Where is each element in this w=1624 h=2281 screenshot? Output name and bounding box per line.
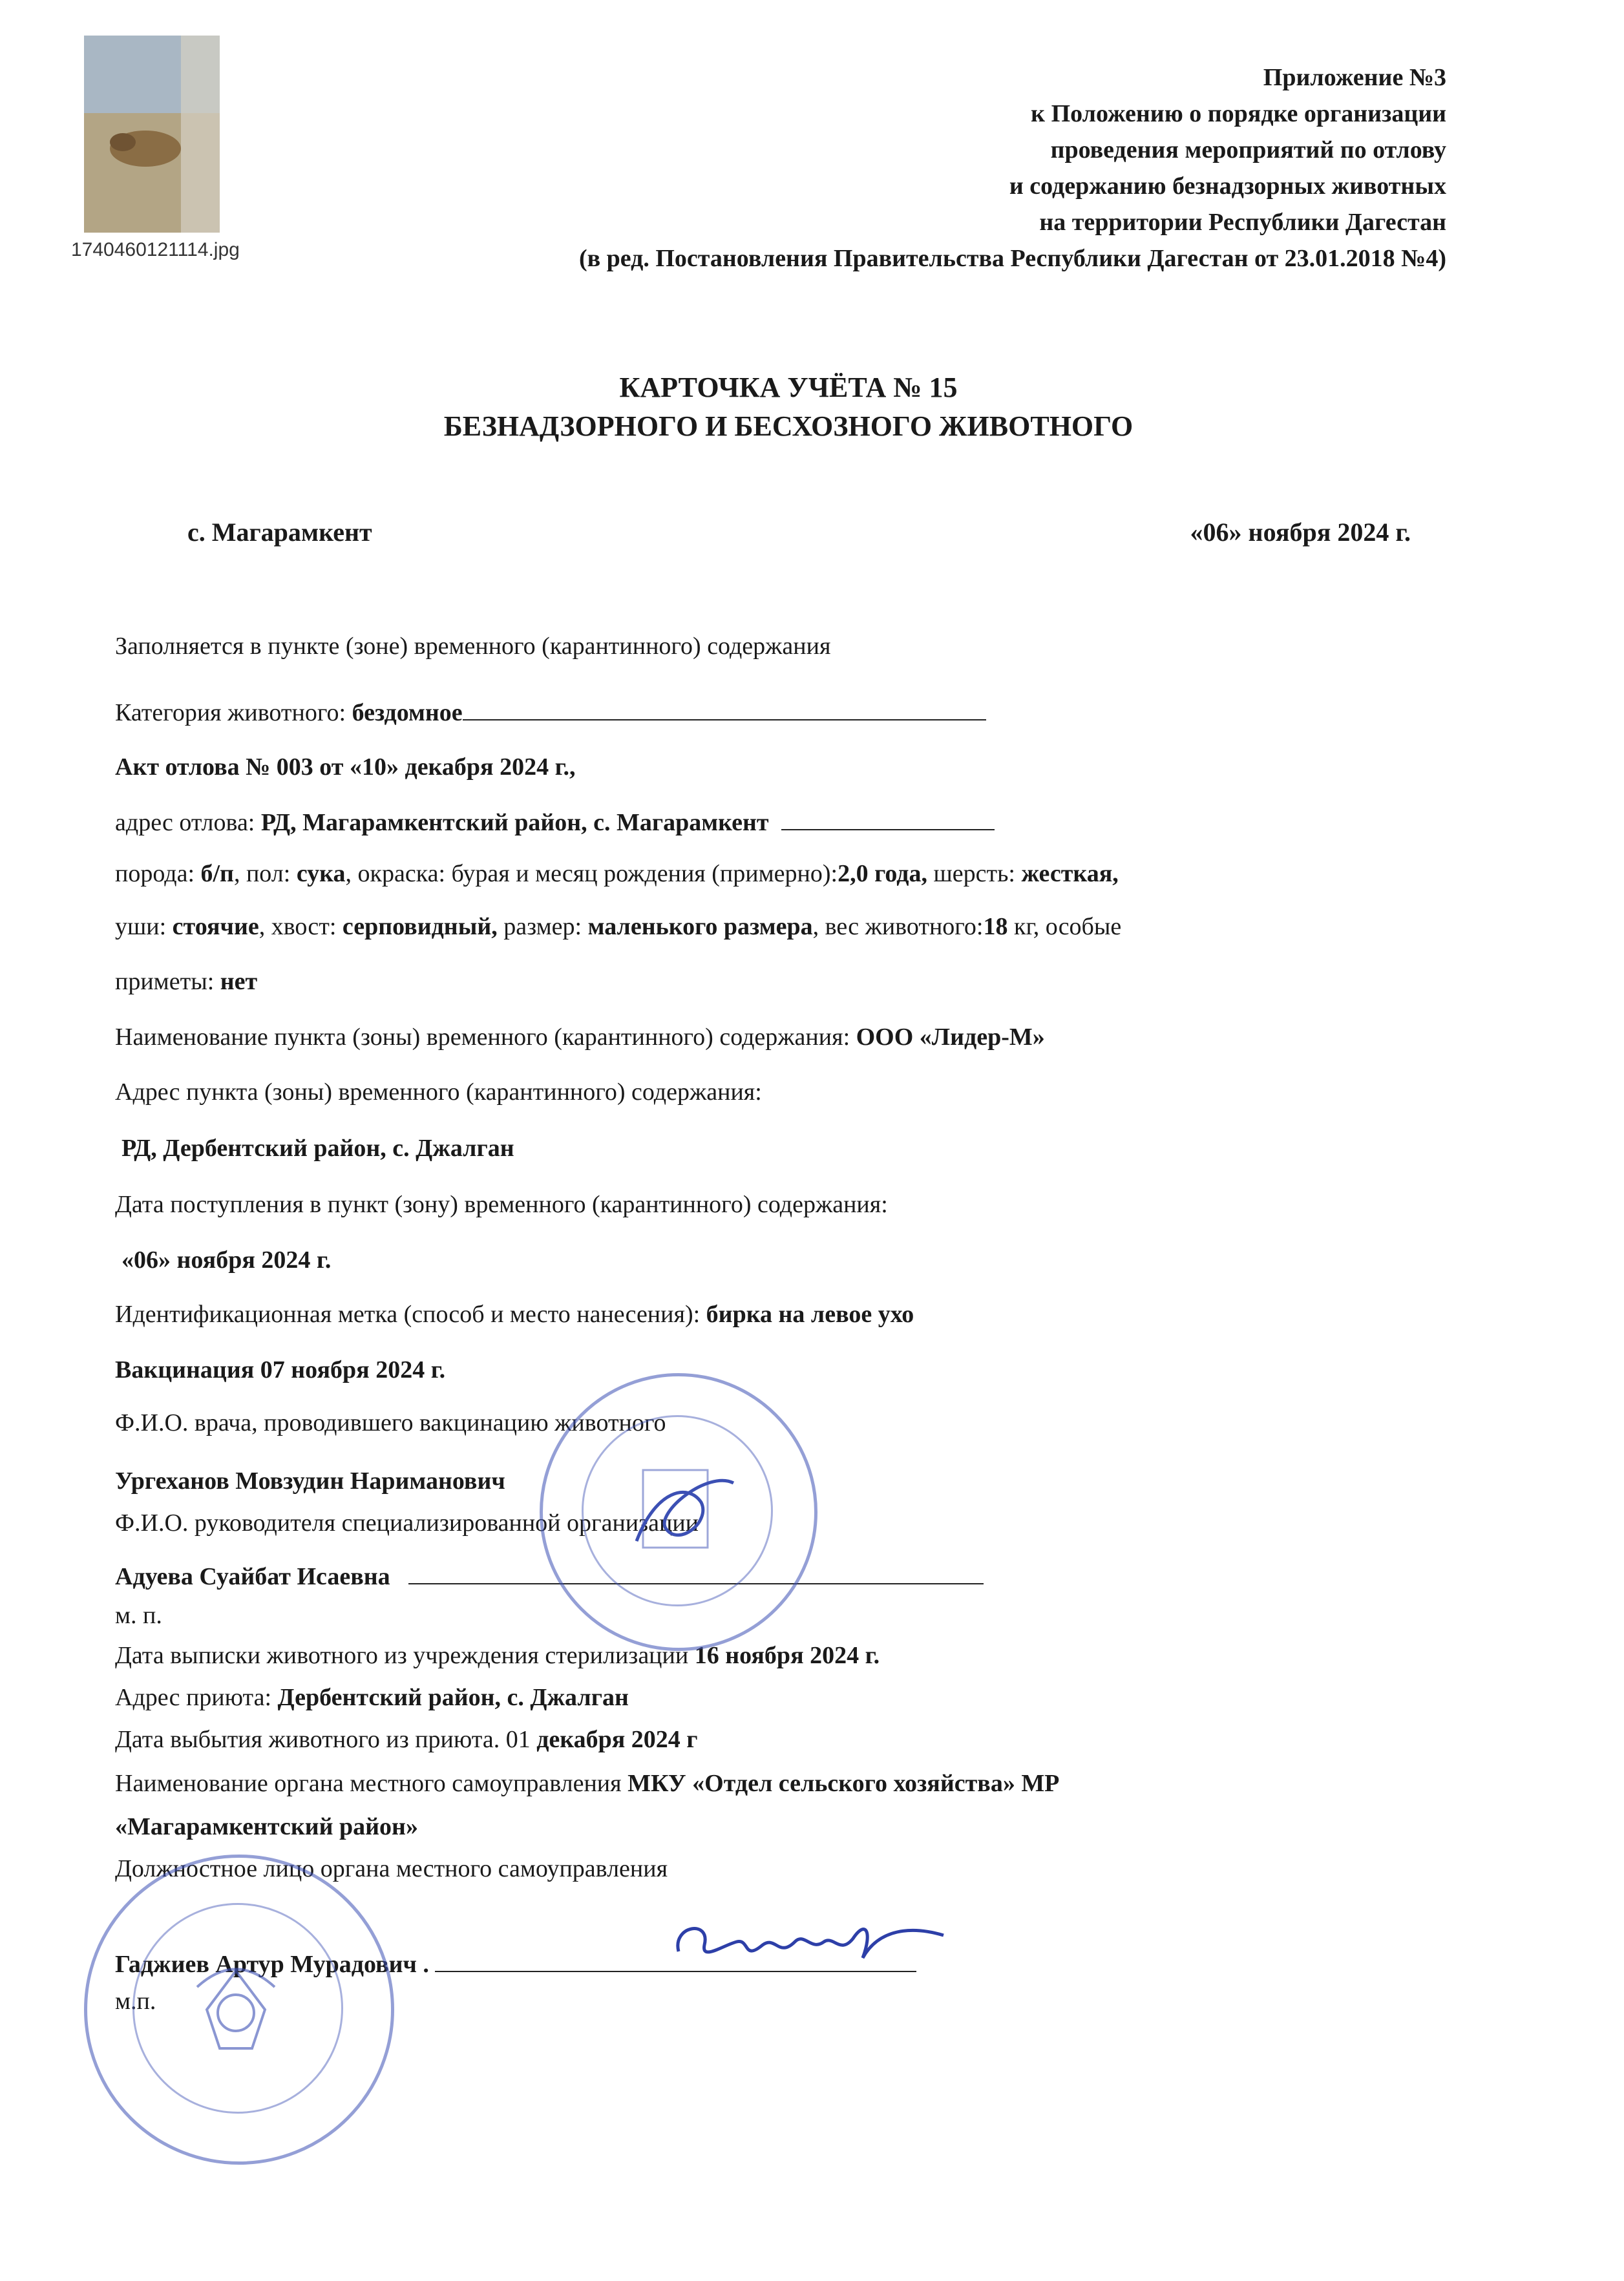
arrival-value: «06» ноября 2024 г.	[121, 1246, 332, 1274]
card-title: КАРТОЧКА УЧЁТА № 15	[619, 372, 958, 403]
appendix-line: и содержанию безнадзорных животных	[1009, 173, 1446, 200]
breed-label: порода:	[115, 860, 201, 887]
weight-unit: кг, особые	[1007, 913, 1122, 940]
id-mark-line	[115, 1300, 914, 1329]
weight-value: 18	[983, 913, 1008, 940]
appendix-line: на территории Республики Дагестан	[1039, 209, 1446, 236]
id-mark-value: бирка на левое ухо	[706, 1301, 914, 1328]
leave-date-value: декабря 2024 г	[536, 1726, 698, 1753]
leave-date-label: Дата выбытия животного из приюта. 01	[115, 1726, 537, 1753]
photo-thumbnail	[84, 36, 220, 233]
weight-label: , вес животного:	[812, 913, 984, 940]
lsg-value-continued: «Магарамкентский район»	[115, 1813, 418, 1840]
vet-value: Ургеханов Мовзудин Нариманович	[115, 1467, 505, 1495]
organization-stamp	[540, 1373, 817, 1651]
appendix-line: проведения мероприятий по отлову	[1050, 136, 1446, 163]
age-value: 2,0 года,	[838, 860, 927, 887]
breed-value: б/п	[200, 860, 234, 887]
lsg-label: Наименование органа местного самоуправления	[115, 1770, 628, 1797]
organization-seal-image	[540, 1373, 811, 1645]
card-subtitle: БЕЗНАДЗОРНОГО И БЕСХОЗНОГО ЖИВОТНОГО	[443, 410, 1134, 442]
category-value: бездомное	[352, 699, 463, 726]
head-label: Ф.И.О. руководителя специализированной организации	[115, 1509, 699, 1537]
act-line: Акт отлова № 003 от «10» декабря 2024 г.,	[115, 753, 576, 781]
appendix-line: к Положению о порядке организации	[1031, 100, 1446, 127]
discharge-line	[115, 1641, 880, 1670]
place: с. Магарамкент	[187, 518, 372, 547]
ears-label: уши:	[115, 913, 173, 940]
ears-line	[115, 912, 1121, 941]
lsg-line	[115, 1769, 1059, 1798]
fur-value: жесткая,	[1021, 860, 1119, 887]
intro-line: Заполняется в пункте (зоне) временного (карантинного) содержания	[115, 633, 831, 660]
capture-address-label: адрес отлова:	[115, 809, 261, 836]
capture-address-line	[115, 803, 995, 837]
color-label: , окраска: бурая и месяц рождения (примерно):	[345, 860, 838, 887]
size-value: маленького размера	[587, 913, 813, 940]
size-label: размер:	[497, 913, 588, 940]
tail-value: серповидный,	[342, 913, 498, 940]
shelter-address2-value: Дербентский район, с. Джалган	[277, 1684, 629, 1711]
official-label: Должностное лицо органа местного самоуправления	[115, 1855, 668, 1882]
stamp-place-label: м.п.	[115, 1988, 156, 2015]
shelter-address2-label: Адрес приюта:	[115, 1684, 278, 1711]
shelter-address-value: РД, Дербентский район, с. Джалган	[121, 1135, 514, 1162]
breed-line	[115, 859, 1119, 888]
fur-label: шерсть:	[927, 860, 1022, 887]
municipal-stamp	[84, 1855, 394, 2165]
shelter-name-line	[115, 1023, 1045, 1051]
marks-value: нет	[220, 968, 258, 995]
leave-date-line	[115, 1725, 698, 1754]
shelter-address-label: Адрес пункта (зоны) временного (карантинного) содержания:	[115, 1078, 762, 1106]
vet-label: Ф.И.О. врача, проводившего вакцинацию животного	[115, 1409, 666, 1436]
shelter-name-value: ООО «Лидер-М»	[856, 1024, 1045, 1051]
marks-label: приметы:	[115, 968, 220, 995]
discharge-value: 16 ноября 2024 г.	[694, 1642, 880, 1669]
appendix-line: Приложение №3	[1263, 64, 1446, 91]
appendix-header	[283, 59, 1446, 277]
head-value: Адуева Суайбат Исаевна	[115, 1563, 390, 1590]
shelter-address2-line	[115, 1683, 629, 1712]
sex-value: сука	[296, 860, 346, 887]
official-value: Гаджиев Артур Мурадович .	[115, 1951, 429, 1978]
vaccination-line: Вакцинация 07 ноября 2024 г.	[115, 1356, 446, 1383]
marks-line	[115, 967, 257, 996]
dog-photo-image	[84, 36, 220, 233]
official-signature-image	[666, 1906, 950, 1984]
capture-address-value: РД, Магарамкентский район, с. Магарамкент	[260, 809, 769, 836]
municipal-seal-image	[84, 1855, 388, 2158]
category-label: Категория животного:	[115, 699, 352, 726]
fill-line	[781, 803, 995, 830]
tail-label: , хвост:	[258, 913, 343, 940]
category-line	[115, 693, 986, 727]
appendix-line: (в ред. Постановления Правительства Республики Дагестан от 23.01.2018 №4)	[578, 245, 1446, 272]
arrival-label: Дата поступления в пункт (зону) временного (карантинного) содержания:	[115, 1191, 888, 1218]
discharge-label: Дата выписки животного из учреждения стерилизации	[115, 1642, 695, 1669]
fill-line	[463, 693, 986, 720]
thumbnail-caption: 1740460121114.jpg	[71, 239, 240, 260]
ears-value: стоячие	[172, 913, 259, 940]
lsg-value: МКУ «Отдел сельского хозяйства» МР	[627, 1770, 1060, 1797]
card-date: «06» ноября 2024 г.	[1190, 518, 1411, 547]
shelter-name-label: Наименование пункта (зоны) временного (карантинного) содержания:	[115, 1024, 856, 1051]
sex-label: , пол:	[233, 860, 297, 887]
id-mark-label: Идентификационная метка (способ и место нанесения):	[115, 1301, 706, 1328]
stamp-place-label: м. п.	[115, 1602, 162, 1629]
